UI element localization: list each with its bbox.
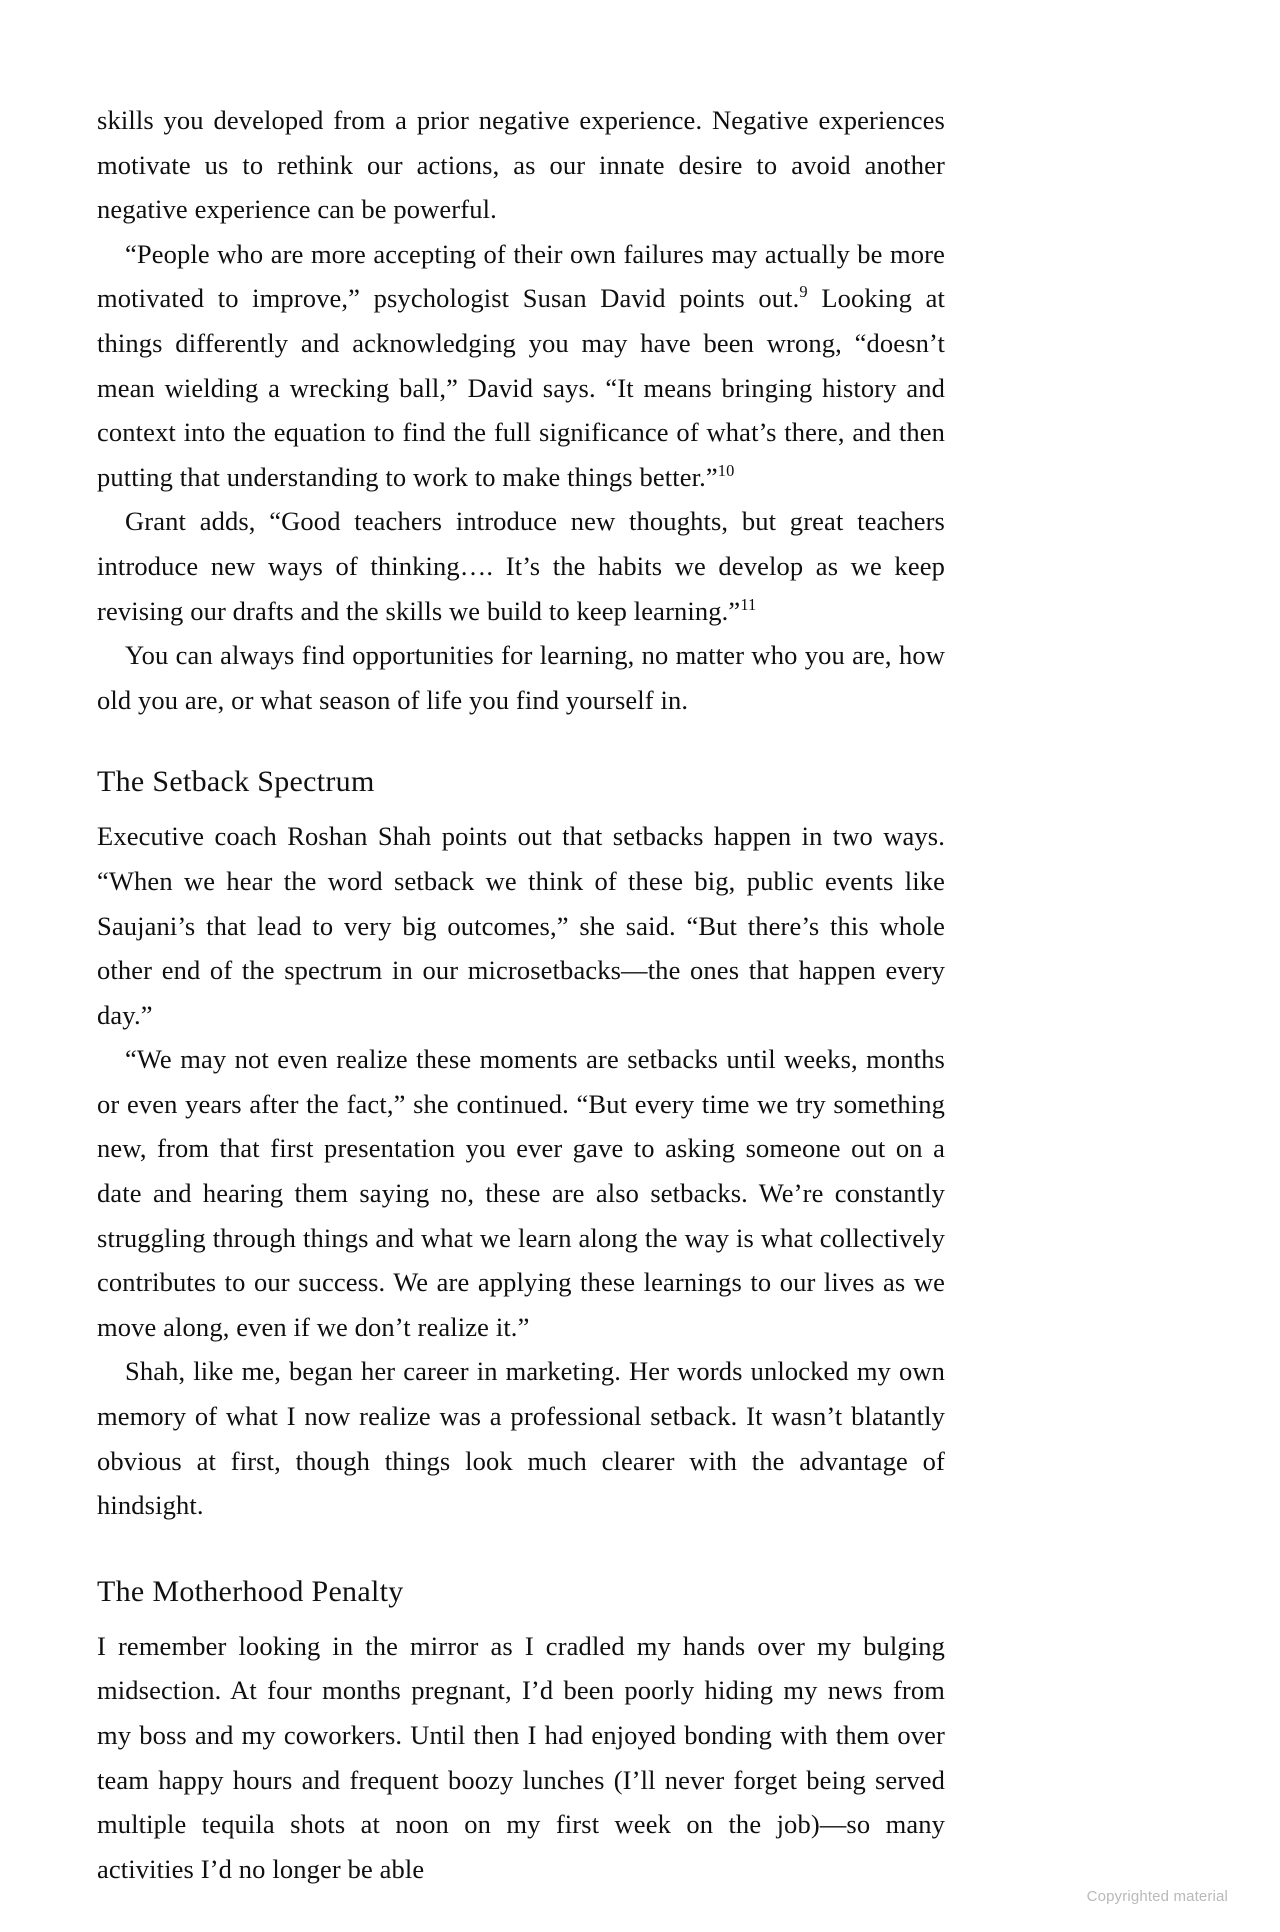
paragraph-text-part-a: “People who are more accepting of their own failures may actually be more motivated to improve,” psychologist Susan David points out. — [97, 238, 945, 314]
page-content-column — [97, 98, 945, 1891]
spacer-after-setback-heading — [97, 802, 945, 814]
paragraph-continuation: skills you developed from a prior negative experience. Negative experiences motivate us to rethink our actions, as our innate desire to avoid another negative experience can be powerful. — [97, 105, 945, 225]
footnote-marker-10: 10 — [717, 460, 735, 480]
paragraph-mirror-memory: I remember looking in the mirror as I cradled my hands over my bulging midsection. At four months pregnant, I’d been poorly hiding my news from my boss and my coworkers. Until then I had enjoyed bonding with them over team happy hours and frequent boozy lunches (I’ll never forget being served multiple tequila shots at noon on my first week on the job)—so many activities I’d no longer be able — [97, 1630, 945, 1884]
heading-motherhood-penalty: The Motherhood Penalty — [97, 1574, 404, 1608]
spacer-before-setback-heading — [97, 722, 945, 762]
paragraph-shah-career: Shah, like me, began her career in marketing. Her words unlocked my own memory of what I now realize was a professional setback. It wasn’t blatantly obvious at first, though things look much clearer with the advantage of hindsight. — [97, 1356, 945, 1521]
paragraph-roshan-shah-intro: Executive coach Roshan Shah points out that setbacks happen in two ways. “When we hear the word setback we think of these big, public events like Saujani’s that lead to very big outcomes,” she said. “But there’s this whole other end of the spectrum in our microsetbacks—the ones that happen every day.” — [97, 821, 945, 1030]
copyrighted-material-watermark: Copyrighted material — [1086, 1888, 1228, 1905]
spacer-after-motherhood-heading — [97, 1612, 945, 1624]
paragraph-opportunities: You can always find opportunities for learning, no matter who you are, how old you are, or what season of life you find yourself in. — [97, 640, 945, 715]
paragraph-susan-david-quote — [97, 232, 945, 500]
paragraph-text-part-b: Looking at things differently and acknowledging you may have been wrong, “doesn’t mean wielding a wrecking ball,” David says. “It means bringing history and context into the equation to find the full significance of what’s there, and then putting that understanding to work to make things better.” — [97, 283, 945, 492]
heading-setback-spectrum: The Setback Spectrum — [97, 765, 375, 799]
paragraph-microsetbacks: “We may not even realize these moments are setbacks until weeks, months or even years after the fact,” she continued. “But every time we try something new, from that first presentation you ever gave to asking someone out on a date and hearing them saying no, these are also setbacks. We’re constantly struggling through things and what we learn along the way is what collectively contributes to our success. We are applying these learnings to our lives as we move along, even if we don’t realize it.” — [97, 1044, 945, 1342]
spacer-before-motherhood-heading — [97, 1528, 945, 1572]
paragraph-grant-quote — [97, 499, 945, 633]
paragraph-text: Grant adds, “Good teachers introduce new thoughts, but great teachers introduce new ways of thinking…. It’s the habits we develop as we keep revising our drafts and the skills we build to keep learning.” — [97, 506, 945, 626]
footnote-marker-11: 11 — [740, 594, 757, 614]
footnote-marker-9: 9 — [799, 282, 808, 302]
